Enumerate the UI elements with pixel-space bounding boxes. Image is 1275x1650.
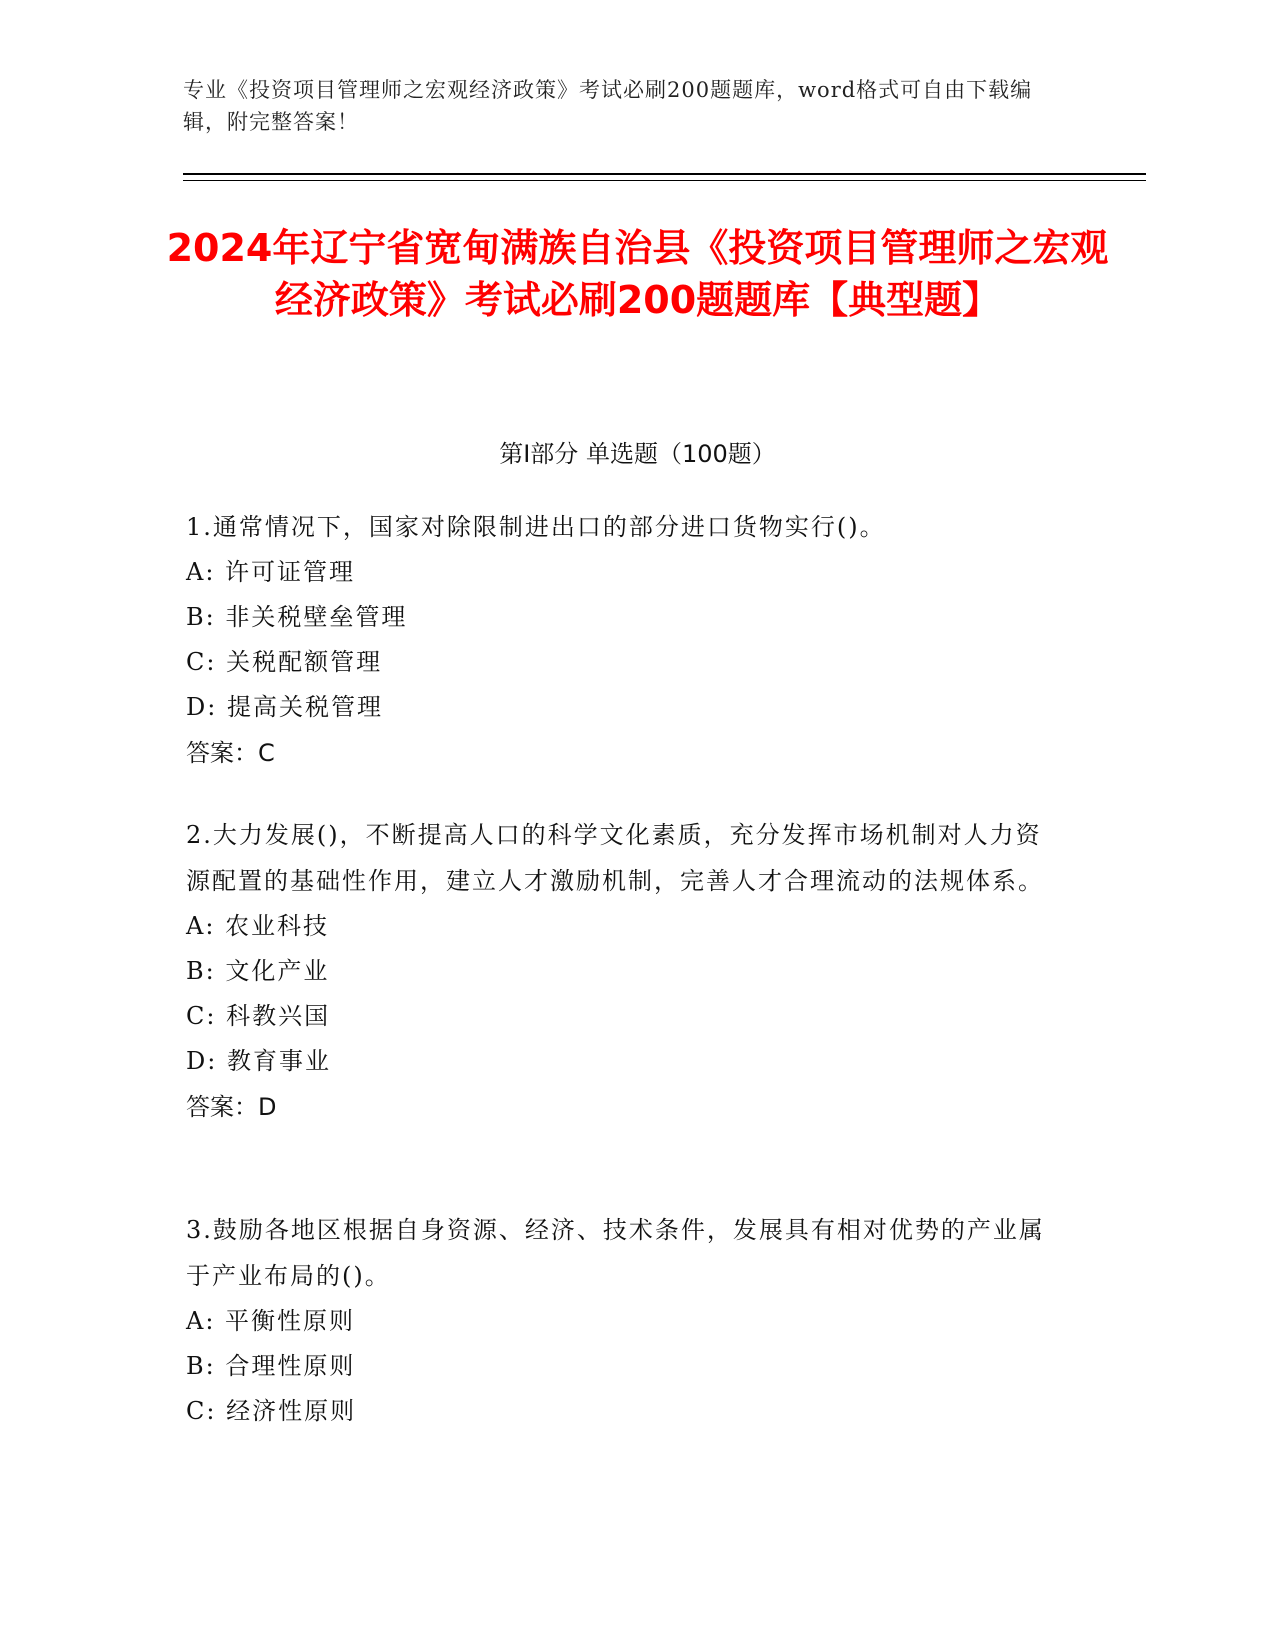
option-b: B: 文化产业: [186, 957, 330, 985]
section-title: 第Ⅰ部分 单选题（100题）: [499, 440, 776, 468]
answer: 答案：D: [186, 1093, 277, 1121]
option-b: B: 非关税壁垒管理: [186, 603, 408, 631]
question-stem: 1.通常情况下，国家对除限制进出口的部分进口货物实行()。: [186, 513, 886, 541]
question-stem: 3.鼓励各地区根据自身资源、经济、技术条件，发展具有相对优势的产业属于产业布局的()。: [186, 1216, 1045, 1290]
document-title: 2024年辽宁省宽甸满族自治县《投资项目管理师之宏观经济政策》考试必刷200题题库【典型题】: [166, 226, 1109, 322]
answer: 答案：C: [186, 739, 275, 767]
option-c: C: 科教兴国: [186, 1002, 331, 1030]
option-b: B: 合理性原则: [186, 1352, 356, 1380]
header-divider-thin: [183, 180, 1146, 181]
question-3: [186, 1207, 1056, 1434]
option-c: C: 经济性原则: [186, 1397, 357, 1425]
question-stem: 2.大力发展()，不断提高人口的科学文化素质，充分发挥市场机制对人力资源配置的基础性作用，建立人才激励机制，完善人才合理流动的法规体系。: [186, 821, 1044, 895]
option-d: D: 提高关税管理: [186, 693, 383, 721]
option-a: A: 农业科技: [186, 912, 330, 940]
header-note: 专业《投资项目管理师之宏观经济政策》考试必刷200题题库，word格式可自由下载编辑，附完整答案！: [183, 78, 1033, 134]
header-divider-thick: [183, 173, 1146, 175]
question-1: [186, 504, 1056, 776]
question-2: [186, 812, 1056, 1130]
option-a: A: 平衡性原则: [186, 1307, 356, 1335]
option-c: C: 关税配额管理: [186, 648, 383, 676]
option-a: A: 许可证管理: [186, 558, 356, 586]
option-d: D: 教育事业: [186, 1047, 331, 1075]
